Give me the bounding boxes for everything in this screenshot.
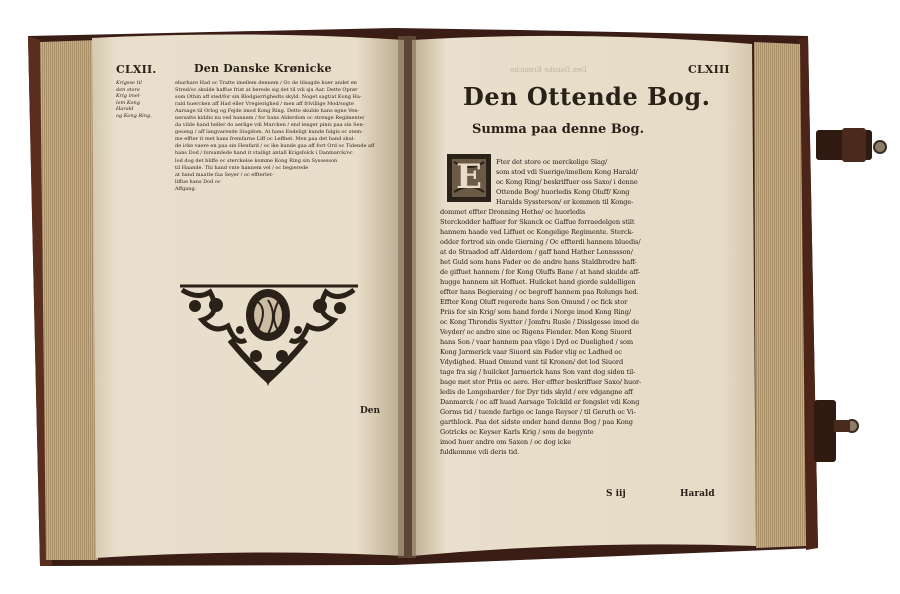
summary-heading: Summa paa denne Bog. [472,122,645,137]
right-body-text [440,157,642,457]
text-line: Gotricks oc Keyser Karls Krig / som de begynte [440,428,594,437]
text-line: Danmarck / oc aff huad Aarsage Tolckild er fengslet vdi Kong [440,398,640,407]
text-line: hannem haade ved Liffuet oc Kongelige Regimente. Sterck- [440,228,634,237]
text-line: oc Kong Ring/ beskriffuer oss Saxo/ i denne [496,178,638,187]
text-line: Sterckodder haffuer for Skanck oc Gaffue forraedelgen stilt [440,218,635,227]
text-line: Effter Kong Oluff regerede hans Son Omund / oc fick stor [440,298,628,307]
text-line: Priis for sin Krig/ som hand forde i Norge imod Kong Ring/ [440,308,631,317]
book-title: Den Ottende Bog. [463,82,711,111]
text-line: Fter det store oc merckelige Slag/ [496,158,608,166]
text-line: het Guld som hans Fader oc de andre hans Staldbrodre haff- [440,258,637,267]
text-line: imod huer andre om Saxen / oc dog icke [440,438,572,447]
text-line: at do Straadod aff Alderdom / gaff hand Hather Lennssson/ [440,248,633,257]
text-line: Haralds Syssterson/ er kommen til Konge- [496,198,634,207]
text-line: Ottende Bog/ huorledis Kong Oluff/ Kong [496,188,630,197]
text-line: effter hans Begieraing / oc begroff hannem paa Rolungs hed. [440,288,639,297]
text-line: fuldkomme vdi deris tid. [440,448,520,457]
left-catchword: Den [360,406,381,416]
text-line: de giffuet hannem / for Kong Oluffs Bane / at hand skulde aff- [440,268,640,277]
left-running-head: Den Danske Krønicke [194,62,332,75]
text-line: oc Kong Throndis Systter / Jomfru Rusle / Disslgesse imod de [440,318,640,327]
clasp-upper [816,128,886,162]
text-line: garthlock. Paa det sidste ender hand denne Bog / paa Kong [440,418,633,427]
text-line: tage fra sig / huilcket Jarmerick hans Son vant dog siden til- [440,368,636,377]
left-body-text: ebarhare Had oc Tratte imellem dennem / Oc de tilsagde huer andet en Stred/oc skulde haffue frist at berede sig det til vdi sju Aar. Dette Oprør som Othin aff sted/for sin Blodgierrighedts skyld. Noget sagt/at Kong Ha- rald huercken aff Had eller Vregierighed / men aff frivillige Mod/sogte Aarsage til Orlog og Fejde imod Kong Ring. Dette skulde hans egne Ven- nersatte kiddis nu ved hannem / for hans Alderdom oc strenge Regimente/ da vilde hand heller do aerlige vdi Marcken / end lenger pinis paa sin Sen- geseng / aff langvarende Siugdom. At hans Endeligt kunde fulgis oc stem- me effter it met hans fremfarne Liff oc Leffnet. Men paa det hand skul- de icke vaere en paa sin Henfard / oc ike kunde gaa aff fort Ord oc Tidende aff hans Dod / forsamlede hand it vtalligt antall Krigsfolck i Danmarck/oc lod dog det bliffe oc sterckelse komme Kong Ring sin Syssesson til Haande. Thi hand vnte hannem vel / oc begierede at hand maatte faa Seyer / oc effterlet- liffue hans Dod oc Affgang. [175,80,375,192]
text-line: Kong Jarmerick vaar Siuord sin Fader vlig oc Ladhed oc [440,348,622,357]
clasp-lower [814,400,858,462]
right-folio: CLXIII [688,63,730,76]
text-line: hans Son / vaar hannem paa vlige i Dyd oc Duelighed / som [440,338,634,347]
text-line: hugge hannem sit Hoffuet. Huilcket hand giorde suldelligen [440,278,636,287]
text-line: bage met stor Priis oc aere. Her effter beskriffuer Saxo/ huor- [440,378,642,387]
drop-cap: E [456,157,482,197]
text-line: Vdydighed. Huad Omund vant til Kronen/ det lod Siuord [440,358,624,367]
side-note: Krigsse til den store Krig imel- lem Kong Harald og Kong Ring. [116,80,152,119]
text-line: som stod vdi Suerige/imellem Kong Harald/ [496,168,638,177]
text-line: Gorms tid / tuende farlige oc lange Reyser / til Geruth oc Vi- [440,408,636,417]
show-through-text: Den Danske Krønicke [510,66,587,74]
text-line: odder fortrod sin onde Gierning / Oc effterdi hannem bluedis/ [440,238,641,247]
signature-mark: S iij [606,489,626,499]
text-line: dommet effter Dronning Hethe/ oc huorledis [440,208,586,217]
text-line: Veyder/ oc andre sine oc Rigens Fiender. Men Kong Siuord [440,328,632,337]
left-folio: CLXII. [116,63,157,76]
text-line: ledis de Longobarder / for Dyr tids skyld / ere vdgangne aff [440,388,633,397]
right-catchword: Harald [680,489,715,499]
gutter [398,36,416,558]
